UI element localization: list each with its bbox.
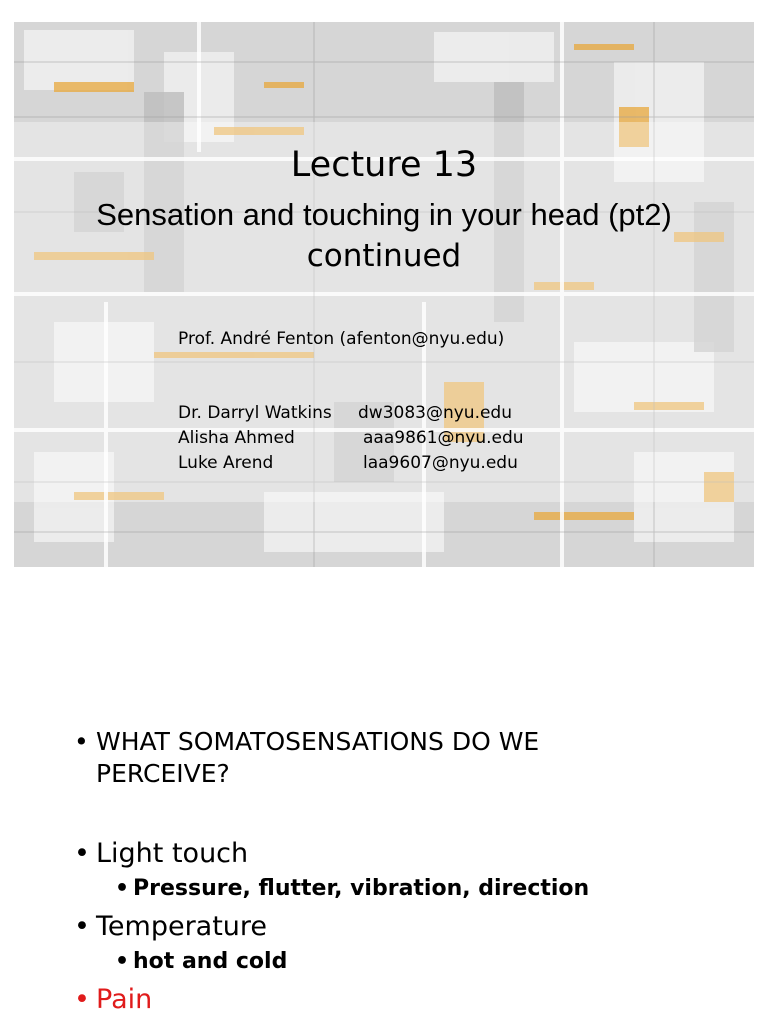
sub-bullet-temperature	[115, 949, 288, 974]
circuit-collage-background	[14, 22, 754, 567]
staff-email: aaa9861@nyu.edu	[363, 428, 524, 448]
staff-email: dw3083@nyu.edu	[358, 403, 512, 423]
bullet-dot: •	[115, 949, 130, 974]
staff-name: Dr. Darryl Watkins	[178, 403, 332, 423]
bullet-dot: •	[115, 876, 130, 901]
bullet-dot: •	[74, 911, 90, 942]
lecture-title: Lecture 13	[290, 145, 478, 185]
sub-bullet-text: Pressure, flutter, vibration, direction	[133, 876, 590, 901]
sub-bullet-light-touch	[115, 876, 590, 901]
title-slide	[14, 22, 754, 567]
bullet-label: Temperature	[96, 911, 268, 942]
sub-bullet-text: hot and cold	[133, 949, 288, 974]
bullet-dot: •	[74, 727, 89, 756]
content-slide	[0, 700, 768, 1024]
bullet-dot: •	[74, 838, 90, 869]
bullet-dot: •	[74, 984, 90, 1015]
staff-name: Luke Arend	[178, 453, 274, 473]
professor-contact: Prof. André Fenton (afenton@nyu.edu)	[178, 329, 505, 349]
continued-label: continued	[306, 238, 462, 274]
bullet-label: Pain	[96, 984, 153, 1015]
question-text: WHAT SOMATOSENSATIONS DO WE PERCEIVE?	[96, 727, 540, 788]
bullet-label: Light touch	[96, 838, 249, 869]
staff-email: laa9607@nyu.edu	[363, 453, 518, 473]
lecture-subtitle: Sensation and touching in your head (pt2)	[96, 197, 672, 232]
staff-name: Alisha Ahmed	[178, 428, 295, 448]
